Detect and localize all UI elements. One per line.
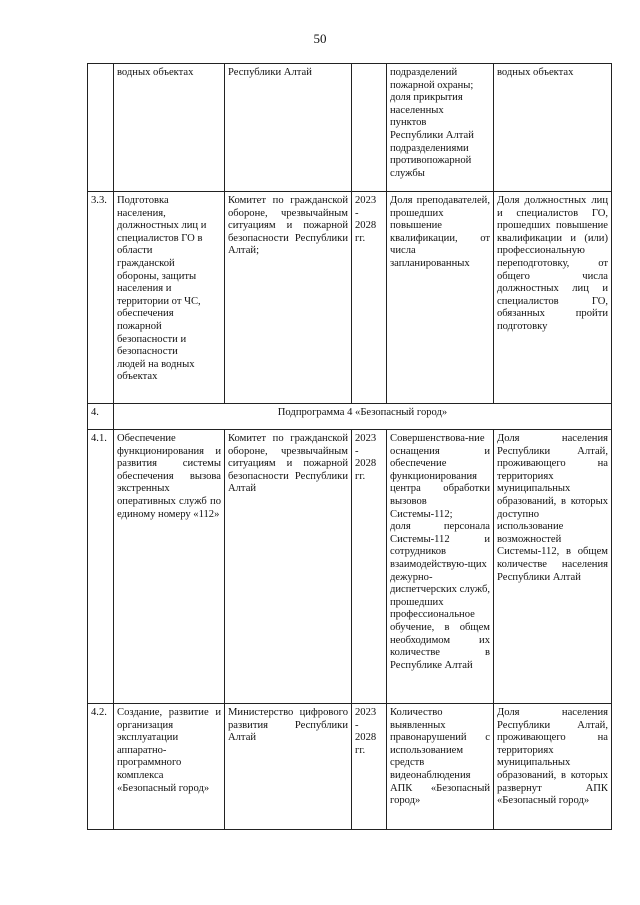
period-cell: 2023 - 2028 гг. xyxy=(352,192,387,404)
row-number: 4.1. xyxy=(88,430,114,704)
period-cell xyxy=(352,64,387,192)
result-cell: подразделений пожарной охраны; доля прикрытия населенных пунктов Республики Алтай подразделениями противопожарной службы xyxy=(387,64,494,192)
table-row xyxy=(88,404,612,430)
period-cell: 2023 - 2028 гг. xyxy=(352,430,387,704)
table-row xyxy=(88,430,612,704)
row-number xyxy=(88,64,114,192)
program-measures-table xyxy=(87,63,612,830)
result-cell: Количество выявленных правонарушений с использованием средств видеонаблюдения АПК «Безопасный город» xyxy=(387,704,494,830)
row-number: 3.3. xyxy=(88,192,114,404)
indicator-cell: Доля населения Республики Алтай, проживающего на территориях муниципальных образований, в которых доступно использование возможностей Системы-112, в общем количестве населения Республики Алтай xyxy=(494,430,612,704)
subprogram-title: Подпрограмма 4 «Безопасный город» xyxy=(114,404,612,430)
executor-cell: Комитет по гражданской обороне, чрезвычайным ситуациям и пожарной безопасности Республики Алтай xyxy=(225,430,352,704)
period-cell: 2023 - 2028 гг. xyxy=(352,704,387,830)
measure-name-cell: водных объектах xyxy=(114,64,225,192)
table-row xyxy=(88,192,612,404)
executor-cell: Комитет по гражданской обороне, чрезвычайным ситуациям и пожарной безопасности Республики Алтай; xyxy=(225,192,352,404)
table-row xyxy=(88,704,612,830)
measure-name-cell: Подготовка населения, должностных лиц и специалистов ГО в области гражданской обороны, защиты населения и территории от ЧС, обеспечения пожарной безопасности и безопасности людей на водных объектах xyxy=(114,192,225,404)
row-number: 4.2. xyxy=(88,704,114,830)
indicator-cell: Доля населения Республики Алтай, проживающего на территориях муниципальных образований, в которых развернут АПК «Безопасный город» xyxy=(494,704,612,830)
row-number: 4. xyxy=(88,404,114,430)
result-cell: Доля преподавателей, прошедших повышение квалификации, от числа запланированных xyxy=(387,192,494,404)
page-number: 50 xyxy=(313,31,327,46)
indicator-cell: водных объектах xyxy=(494,64,612,192)
indicator-cell: Доля должностных лиц и специалистов ГО, прошедших повышение квалификации и (или) профессиональную переподготовку, от общего числа должностных лиц и специалистов ГО, обязанных пройти подготовку xyxy=(494,192,612,404)
measure-name-cell: Создание, развитие и организация эксплуатации аппаратно-программного комплекса «Безопасный город» xyxy=(114,704,225,830)
result-cell: Совершенствова-ние оснащения и обеспечение функционирования центра обработки вызовов Системы-112; доля персонала Системы-112 и сотрудников взаимодействую-щих дежурно-диспетчерских служб, прошедших профессиональное обучение, в общем необходимом их количестве в Республике Алтай xyxy=(387,430,494,704)
executor-cell: Республики Алтай xyxy=(225,64,352,192)
table-body xyxy=(88,64,612,830)
measure-name-cell: Обеспечение функционирования и развития системы обеспечения вызова экстренных оперативных служб по единому номеру «112» xyxy=(114,430,225,704)
table-row xyxy=(88,64,612,192)
executor-cell: Министерство цифрового развития Республики Алтай xyxy=(225,704,352,830)
